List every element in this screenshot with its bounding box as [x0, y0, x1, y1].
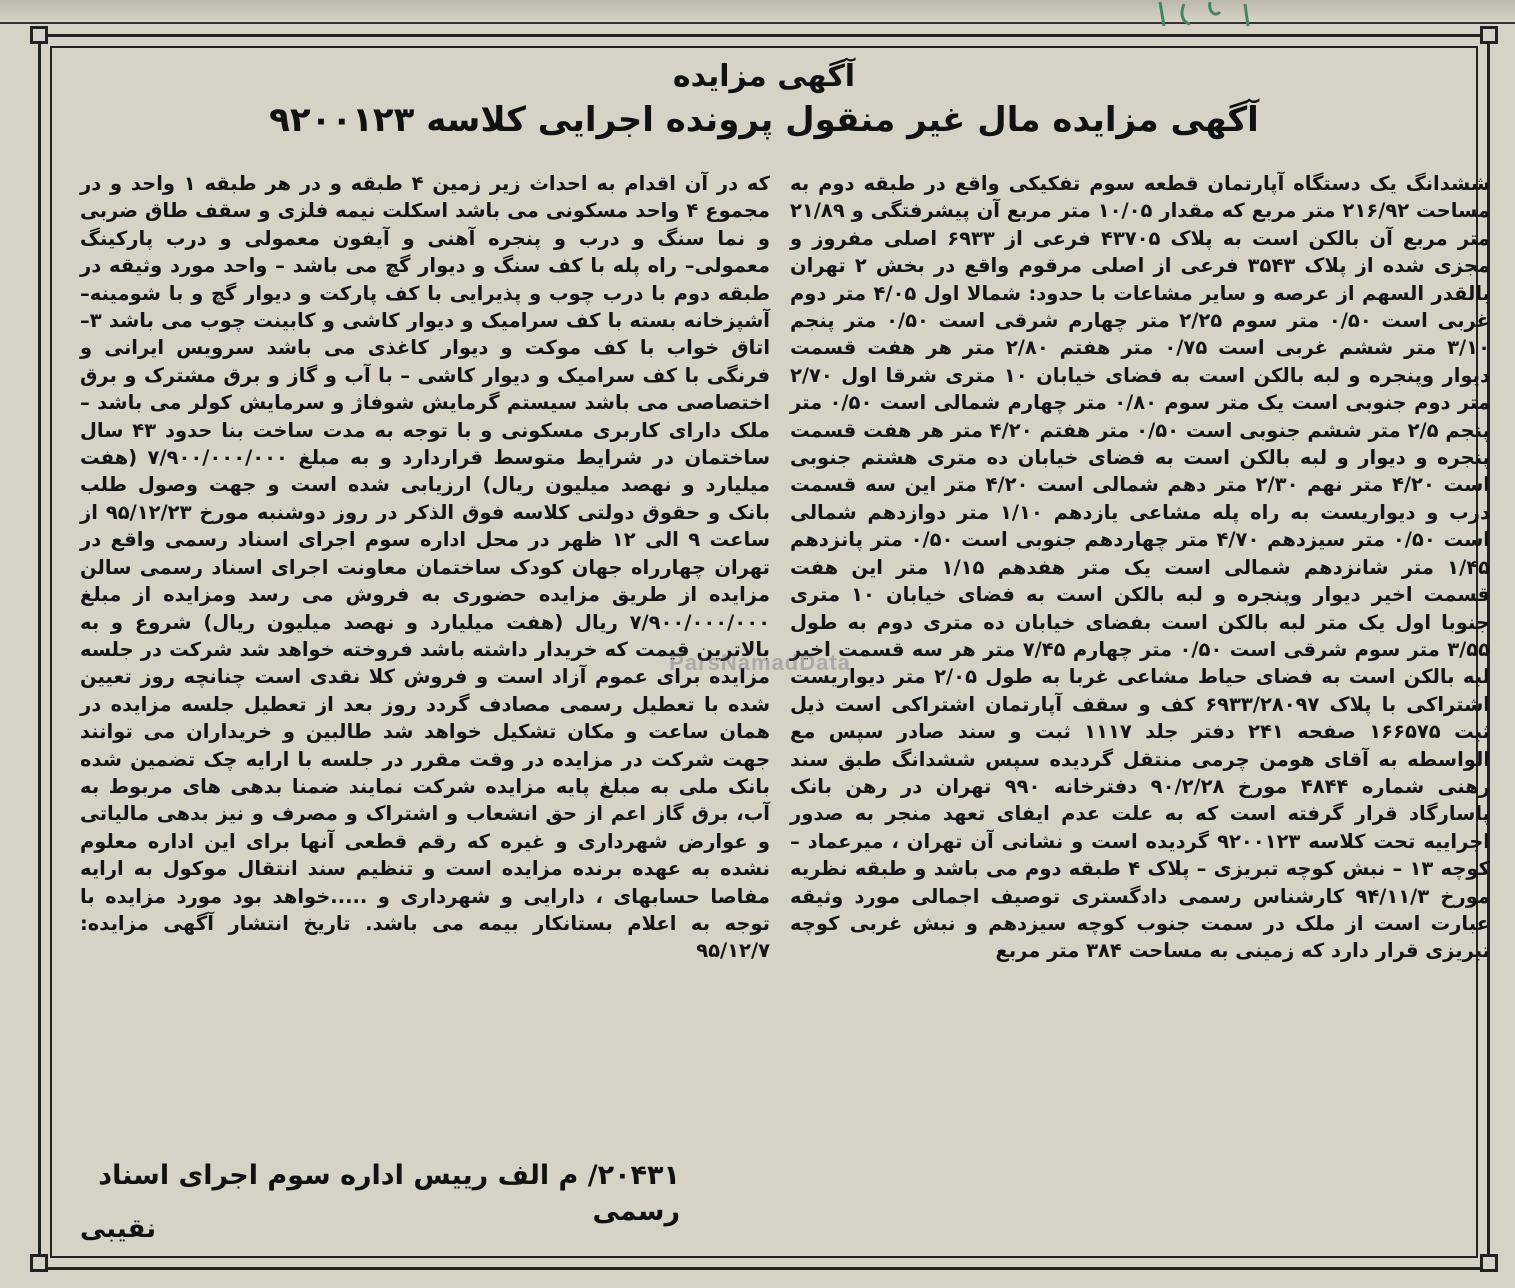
text-column-right: ششدانگ یک دستگاه آپارتمان قطعه سوم تفکیکی واقع در طبقه دوم به مساحت ۲۱۶/۹۲ متر مربع که مقدار ۱۰/۰۵ متر مربع آن پیشرفتگی و ۲۱/۸۹ متر مربع آن بالکن است به پلاک ۴۳۷۰۵ فرعی از ۶۹۳۳ اصلی مفروز و مجزی شده از پلاک ۳۵۴۳ فرعی از اصلی مرقوم واقع در بخش ۲ تهران بالقدر السهم از عرصه و سایر مشاعات با حدود: شمالا اول ۴/۰۵ متر دوم غربی است ۰/۵۰ متر سوم ۲/۲۵ متر چهارم شرقی است ۰/۵۰ متر پنجم ۳/۱۰ متر ششم غربی است ۰/۷۵ متر هفتم ۲/۸۰ متر هر هفت قسمت دیوار وپنجره و لبه بالکن است به فضای خیابان ۱۰ متری شرقا اول ۲/۷۰ متر دوم جنوبی است یک متر سوم ۰/۸۰ متر چهارم شمالی است ۰/۵۰ متر پنجم ۲/۵ متر ششم جنوبی است ۰/۵۰ متر هفتم ۴/۲۰ متر هر هفت قسمت پنجره و دیوار و لبه بالکن است به فضای خیابان ده متری هشتم جنوبی است ۴/۲۰ متر نهم ۲/۳۰ متر دهم شمالی است ۴/۲۰ متر این سه قسمت درب و دیواریست به راه پله مشاعی یازدهم ۱/۱۰ متر دوازدهم شمالی است ۰/۵۰ متر سیزدهم ۴/۷۰ متر چهاردهم جنوبی است ۰/۵۰ متر پانزدهم ۱/۴۵ متر شانزدهم شمالی است یک متر هفدهم ۱/۱۵ متر این هفت قسمت اخیر دیوار وپنجره و لبه بالکن است به فضای خیابان ۱۰ متری جنوبا اول یک متر لبه بالکن است بفضای خیابان ده متری دوم به طول ۳/۵۵ متر سوم شرقی است ۰/۵۰ متر چهارم ۷/۴۵ متر هر سه قسمت اخیر لبه بالکن است به فضای حیاط مشاعی غربا به طول ۲/۰۵ متر دیواریست اشتراکی با پلاک ۶۹۳۳/۲۸۰۹۷ کف و سقف آپارتمان اشتراکی است ذیل ثبت ۱۶۶۵۷۵ صفحه ۲۴۱ دفتر جلد ۱۱۱۷ ثبت و سند صادر سپس مع الواسطه به آقای هومن چرمی منتقل گردیده سپس ششدانگ طبق سند رهنی شماره ۴۸۴۴ مورخ ۹۰/۲/۲۸ دفترخانه ۹۹۰ تهران در رهن بانک پاسارگاد قرار گرفته است که به علت عدم ایفای تعهد منجر به صدور اجراییه تحت کلاسه ۹۲۰۰۱۲۳ گردیده است و نشانی آن تهران ، میرعماد – کوچه ۱۳ – نبش کوچه تبریزی – پلاک ۴ طبقه دوم می باشد و طبقه نظریه مورخ ۹۴/۱۱/۳ کارشناس رسمی دادگستری توصیف اجمالی مورد وثیقه عبارت است از ملک در سمت جنوب کوچه سیزدهم و نبش غربی کوچه تبریزی قرار دارد که زمینی به مساحت ۳۸۴ متر مربع: [790, 172, 1491, 963]
corner-ornament-top-right: [1480, 26, 1498, 44]
previous-article-edge: [0, 0, 1515, 24]
text-column-left: که در آن اقدام به احداث زیر زمین ۴ طبقه و در هر طبقه ۱ واحد و در مجموع ۴ واحد مسکونی می باشد اسکلت نیمه فلزی و سقف طاق ضربی و نما سنگ و درب و پنجره آهنی و آیفون معمولی و درب پارکینگ معمولی– راه پله با کف سنگ و دیوار گچ می باشد – واحد مورد وثیقه در طبقه دوم با درب چوب و پذیرایی با کف پارکت و دیوار گچ و با شومینه– آشپزخانه بسته با کف سرامیک و دیوار کاشی و کابینت چوب می باشد ۳–اتاق خواب با کف موکت و دیوار کاغذی می باشد سرویس ایرانی و فرنگی با کف سرامیک و دیوار کاشی – با آب و گاز و برق مشترک و برق اختصاصی می باشد سیستم گرمایش شوفاژ و سرمایش کولر می باشد – ملک دارای کاربری مسکونی و با توجه به مدت ساخت بنا حدود ۴۳ سال ساختمان در شرایط متوسط قراردارد و به مبلغ ۷/۹۰۰/۰۰۰/۰۰۰ (هفت میلیارد و نهصد میلیون ریال) ارزیابی شده است و جهت وصول طلب بانک و حقوق دولتی کلاسه فوق الذکر در روز دوشنبه مورخ ۹۵/۱۲/۲۳ از ساعت ۹ الی ۱۲ ظهر در محل اداره سوم اجرای اسناد رسمی واقع در تهران چهارراه جهان کودک ساختمان معاونت اجرای اسناد رسمی سالن مزایده از طریق مزایده حضوری به فروش می رسد ومزایده از مبلغ ۷/۹۰۰/۰۰۰/۰۰۰ ریال (هفت میلیارد و نهصد میلیون ریال) شروع و به بالاترین قیمت که خریدار داشته باشد فروخته خواهد شد شرکت در جلسه مزایده برای عموم آزاد است و فروش کلا نقدی است چنانچه روز تعیین شده با تعطیل رسمی مصادف گردد روز بعد از تعطیل جلسه مزایده در همان ساعت و مکان تشکیل خواهد شد طالبین و خریداران می توانند جهت شرکت در مزایده در وقت مقرر در جلسه با ارایه چک تضمین شده بانک ملی به مبلغ پایه مزایده شرکت نمایند ضمنا بدهی های مربوط به آب، برق گاز اعم از حق انشعاب و اشتراک و مصرف و نیز بدهی مالیاتی و عوارض شهرداری و غیره که رقم قطعی آنها برای این اداره معلوم نشده به عهده برنده مزایده است و تنظیم سند انتقال موکول به ارایه مفاصا حسابهای ، دارایی و شهرداری و .....خواهد بود مورد مزایده با توجه به اعلام بستانکار بیمه می باشد. تاریخ انتشار آگهی مزایده: ۹۵/۱۲/۷: [80, 172, 771, 963]
page-subtitle: آگهی مزایده مال غیر منقول پرونده اجرایی کلاسه ۹۲۰۰۱۲۳: [269, 100, 1259, 140]
header: [70, 58, 1458, 142]
handwritten-mark: [1150, 0, 1270, 30]
watermark-text: ParsNamadData: [669, 650, 851, 675]
corner-ornament-bottom-left: [30, 1254, 48, 1272]
corner-ornament-bottom-right: [1480, 1254, 1498, 1272]
page-title: آگهی مزایده: [672, 59, 856, 94]
signature-line: ۲۰۴۳۱/ م الف رییس اداره سوم اجرای اسناد رسمی: [98, 1160, 680, 1227]
corner-ornament-top-left: [30, 26, 48, 44]
signatory-name: نقیبی: [80, 1214, 157, 1244]
